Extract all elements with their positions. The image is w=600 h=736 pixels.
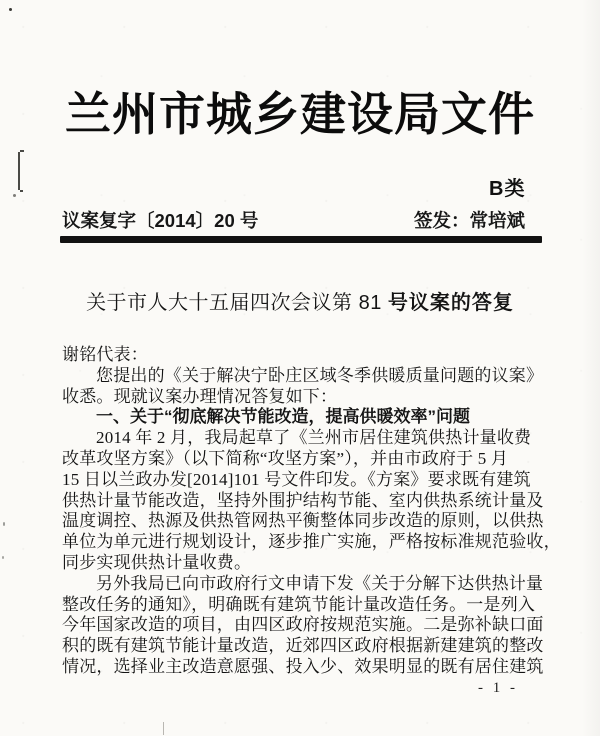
body-line: 收悉。现就议案办理情况答复如下： — [62, 386, 338, 406]
scan-speck — [2, 556, 4, 559]
document-number: 议案复字〔2014〕20 号 — [62, 210, 259, 231]
body-line: 单位为单元进行规划设计，逐步推广实施，严格按标准规范验收， — [62, 532, 561, 552]
classification-label: B类 — [489, 178, 526, 200]
body-line: 温度调控、热源及供热管网热平衡整体同步改造的原则，以供热 — [62, 511, 544, 531]
document-title — [0, 286, 600, 315]
body-line: 供热计量节能改造，坚持外围护结构节能、室内供热系统计量及 — [62, 490, 544, 510]
body-line: 今年国家改造的项目，由四区政府按规范实施。二是弥补缺口面 — [62, 615, 544, 635]
page-number: - 1 - — [478, 680, 518, 696]
body-line: 积的既有建筑节能计量改造，近郊四区政府根据新建建筑的整改 — [62, 636, 544, 656]
scan-speck — [3, 522, 5, 526]
scan-speck — [13, 194, 16, 197]
body-line: 2014 年 2 月，我局起草了《兰州市居住建筑供热计量收费 — [96, 428, 532, 448]
body-line: 谢铭代表： — [62, 345, 148, 364]
document-body — [62, 345, 561, 678]
body-line: 整改任务的通知》，明确既有建筑节能计量改造任务。一是列入 — [62, 594, 536, 614]
body-line: 另外我局已向市政府行文申请下发《关于分解下达供热计量 — [96, 573, 544, 593]
body-line: 一、关于“彻底解决节能改造，提高供暖效率”问题 — [96, 407, 470, 427]
agency-title: 兰州市城乡建设局文件 — [65, 89, 535, 140]
body-line: 情况，选择业主改造意愿强、投入少、效果明显的既有居住建筑 — [62, 656, 544, 676]
scan-speck — [9, 8, 12, 11]
reference-row — [62, 207, 525, 233]
body-line: 您提出的《关于解决宁卧庄区域冬季供暖质量问题的议案》 — [96, 365, 544, 385]
body-line: 改革攻坚方案》（以下简称“攻坚方案”），并由市政府于 5 月 — [62, 448, 509, 468]
document-title-regular: 关于市人大十五届四次会议第 81 — [86, 292, 388, 314]
scan-bracket-artifact — [18, 152, 24, 190]
document-title-bold: 号议案的答复 — [387, 292, 514, 314]
body-line: 15 日以兰政办发[2014]101 号文件印发。《方案》要求既有建筑 — [62, 469, 531, 489]
divider-rule — [60, 236, 542, 243]
scan-tick-artifact — [163, 722, 164, 735]
body-line: 同步实现供热计量收费。 — [62, 552, 252, 572]
issuer-signature: 签发：常培斌 — [413, 210, 525, 231]
